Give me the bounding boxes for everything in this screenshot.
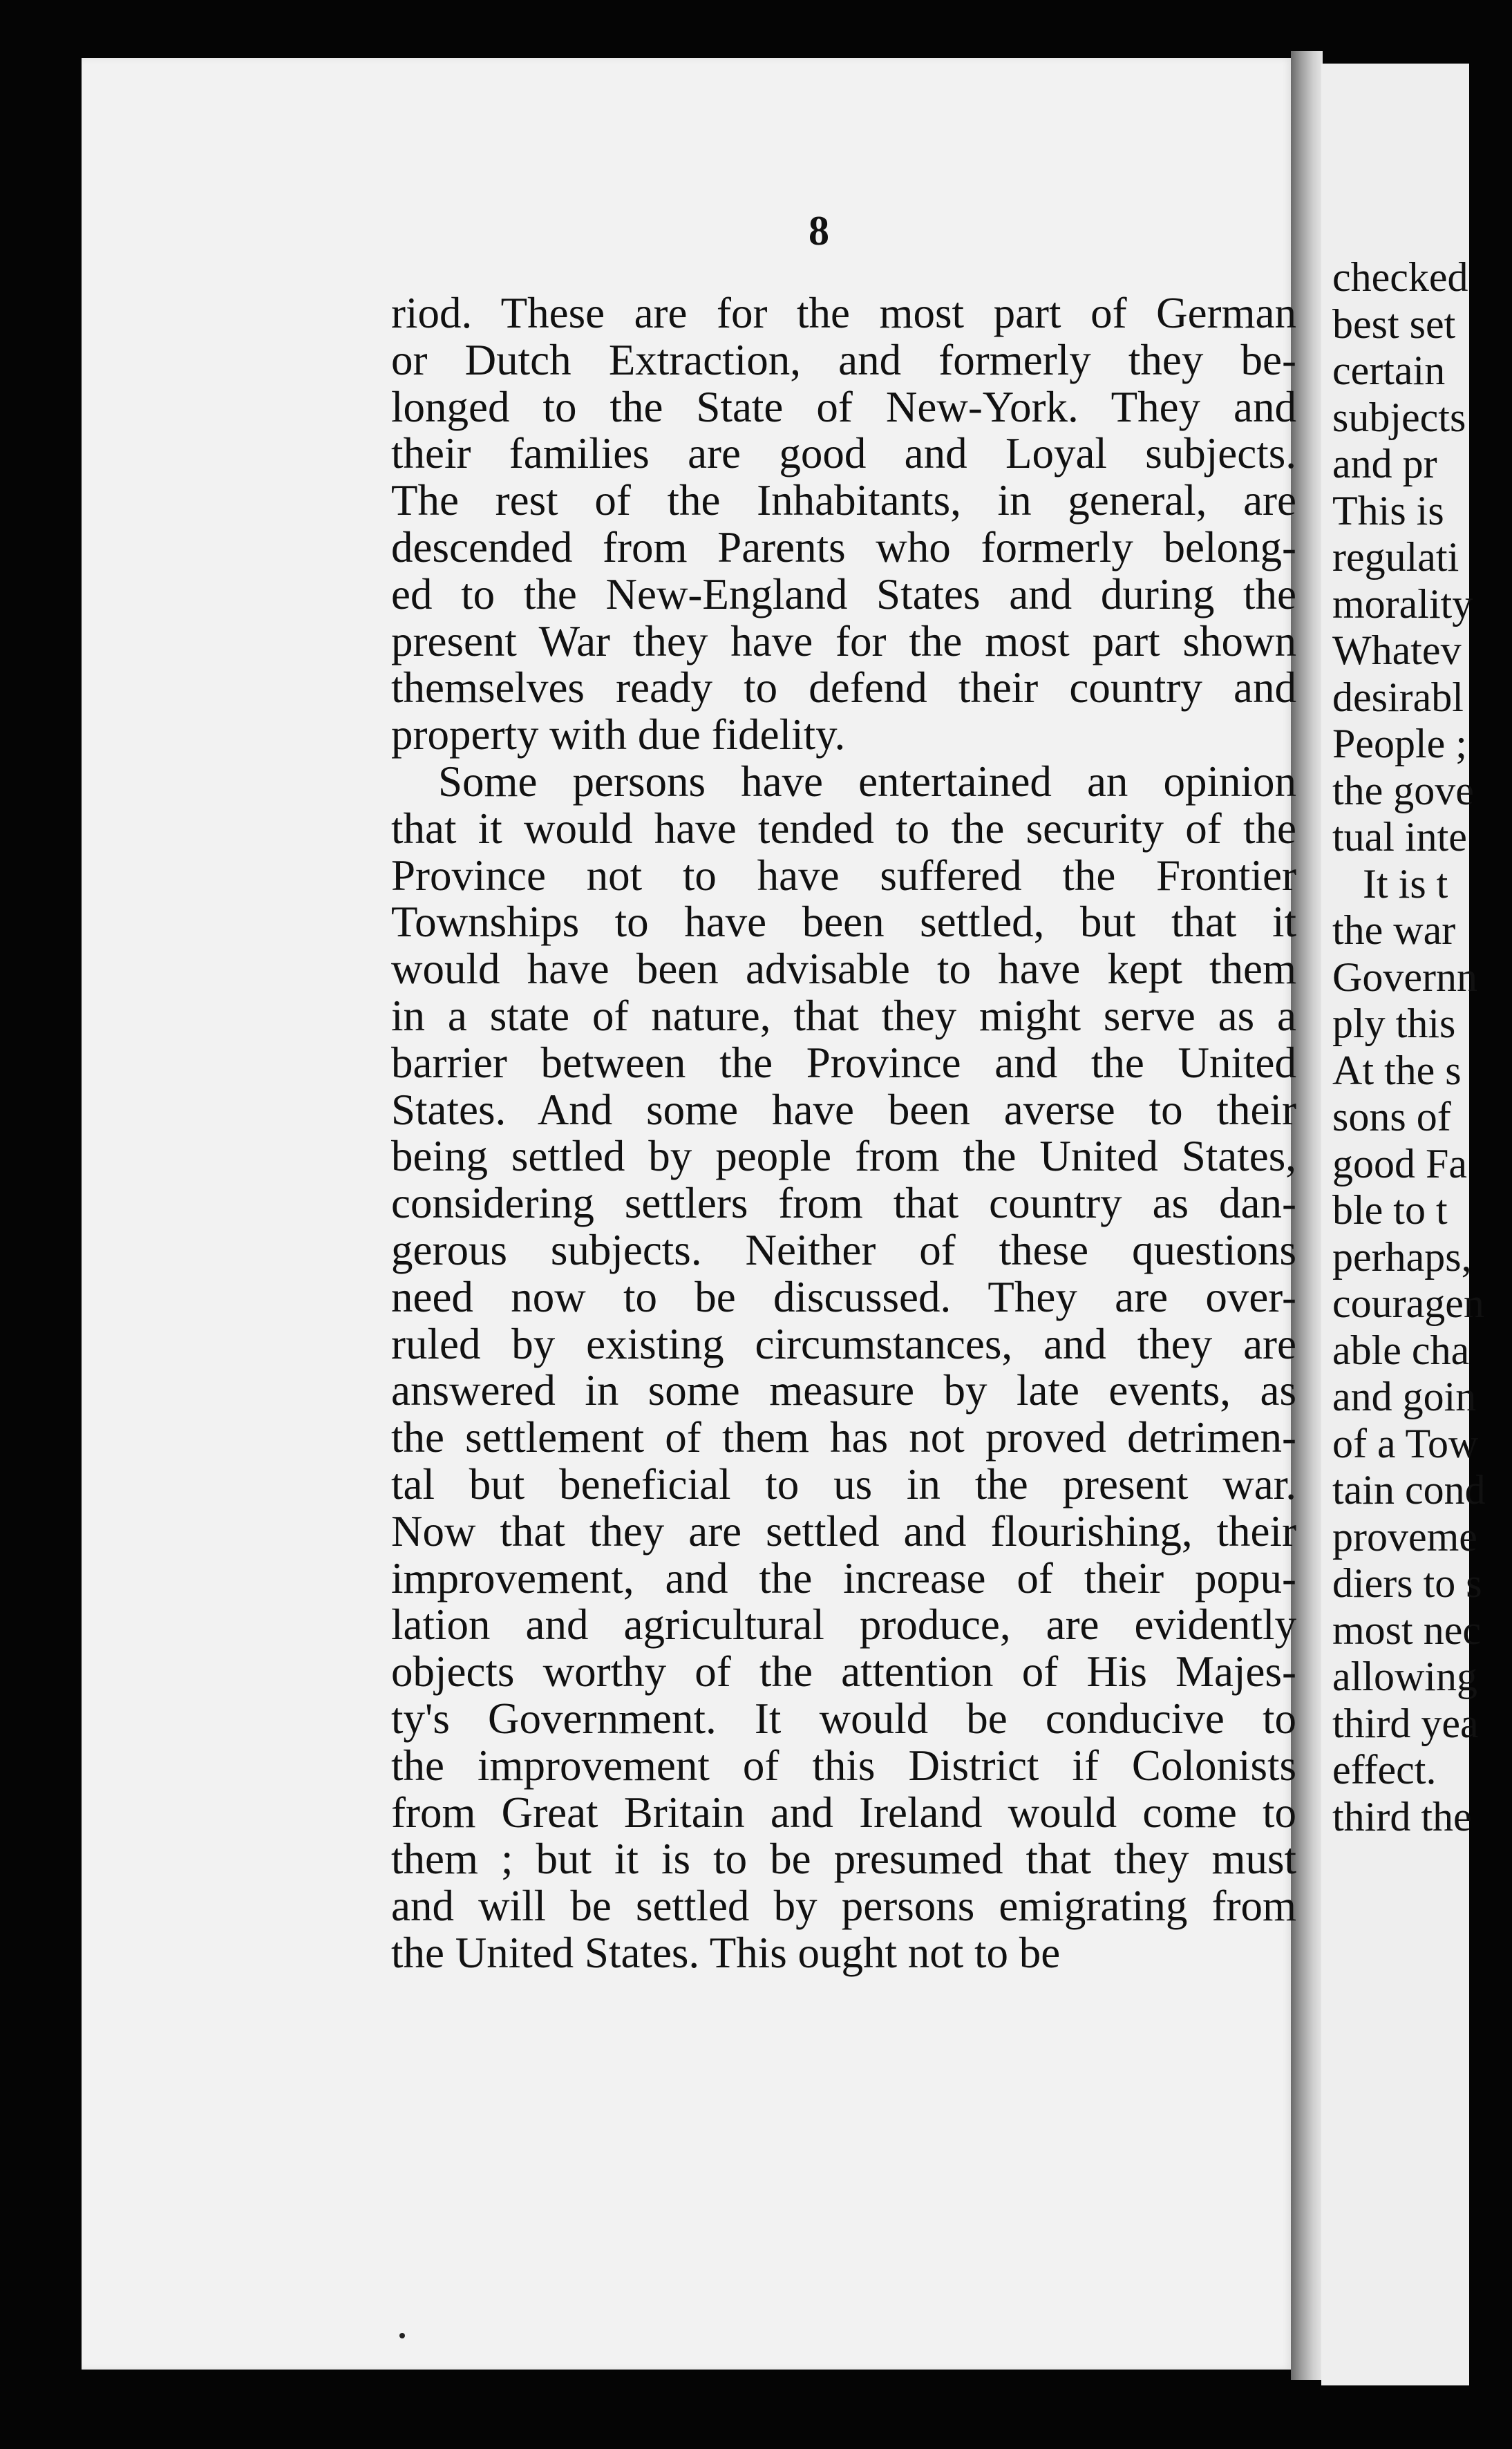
facing-text-line: Governn: [1332, 954, 1477, 1000]
facing-text-line: regulati: [1332, 534, 1459, 580]
text-line: their families are good and Loyal subjects.: [391, 429, 1296, 478]
facing-text-line: perhaps,: [1332, 1233, 1472, 1280]
facing-text-line: allowing: [1332, 1654, 1477, 1699]
text-line: longed to the State of New-York. They and: [391, 382, 1296, 431]
facing-text-line: At the s: [1332, 1047, 1462, 1093]
text-line: tal but beneficial to us in the present war.: [391, 1459, 1296, 1509]
text-line: that it would have tended to the security of the: [391, 804, 1296, 853]
text-line: considering settlers from that country as dan-: [391, 1179, 1296, 1228]
facing-text-line: proveme: [1332, 1513, 1477, 1560]
facing-text-line: diers to s: [1332, 1560, 1482, 1606]
facing-text-line: and goin: [1332, 1374, 1477, 1419]
text-line: the improvement of this District if Colonists: [391, 1741, 1296, 1790]
text-line: ruled by existing circumstances, and they are: [391, 1319, 1296, 1368]
facing-text-line: It is t: [1363, 860, 1448, 907]
text-line: Province not to have suffered the Frontier: [391, 851, 1296, 900]
facing-text-line: able cha: [1332, 1327, 1470, 1373]
text-line: the United States. This ought not to be: [391, 1928, 1061, 1977]
facing-text-line: and pr: [1332, 441, 1437, 486]
scan-speck: [399, 2333, 405, 2338]
text-line: gerous subjects. Neither of these questions: [391, 1225, 1296, 1274]
facing-text-line: good Fa: [1332, 1140, 1467, 1186]
facing-text-line: the gove: [1332, 767, 1474, 813]
facing-text-line: Whatev: [1332, 627, 1462, 673]
text-line: ed to the New-England States and during the: [391, 569, 1296, 618]
facing-text-line: the war: [1332, 907, 1456, 953]
facing-text-line: tain cond: [1332, 1467, 1486, 1513]
text-line: them ; but it is to be presumed that they must: [391, 1835, 1296, 1884]
main-text-block: [391, 290, 1296, 1977]
facing-text-line: People ;: [1332, 721, 1467, 766]
facing-text-line: couragen: [1332, 1280, 1484, 1326]
text-line: in a state of nature, that they might serve as a: [391, 991, 1296, 1040]
page-number: 8: [809, 208, 829, 254]
facing-text-line: desirabl: [1332, 674, 1464, 720]
facing-text-line: effect.: [1332, 1747, 1437, 1793]
facing-text-line: third yea: [1332, 1700, 1479, 1746]
text-line: being settled by people from the United States,: [391, 1132, 1296, 1181]
facing-text-line: ble to t: [1332, 1187, 1448, 1233]
text-line: objects worthy of the attention of His Majes-: [391, 1647, 1296, 1696]
facing-text-line: best set: [1332, 301, 1456, 347]
facing-text-line: most nec: [1332, 1607, 1481, 1653]
facing-text-line: morality: [1332, 580, 1473, 627]
text-line: would have been advisable to have kept them: [391, 945, 1296, 994]
text-line: States. And some have been averse to their: [391, 1085, 1296, 1134]
text-line: from Great Britain and Ireland would come to: [391, 1788, 1296, 1837]
text-line: present War they have for the most part shown: [391, 616, 1296, 665]
text-line: The rest of the Inhabitants, in general, are: [391, 476, 1296, 525]
text-line: answered in some measure by late events, as: [391, 1366, 1296, 1415]
text-line: property with due fidelity.: [391, 710, 846, 759]
facing-text-line: third the: [1332, 1793, 1472, 1840]
text-line: riod. These are for the most part of German: [391, 289, 1296, 337]
text-line: Townships to have been settled, but that it: [391, 898, 1296, 947]
text-line: and will be settled by persons emigrating from: [391, 1882, 1296, 1931]
facing-text-line: of a Tow: [1332, 1420, 1479, 1466]
text-line: lation and agricultural produce, are evidently: [391, 1600, 1296, 1649]
text-line: themselves ready to defend their country and: [391, 663, 1296, 712]
text-line: ty's Government. It would be conducive to: [391, 1694, 1296, 1743]
facing-page-text: [1332, 254, 1512, 1840]
facing-text-line: checked: [1332, 254, 1468, 300]
text-line: need now to be discussed. They are over-: [391, 1272, 1296, 1321]
facing-text-line: sons of: [1332, 1094, 1451, 1140]
text-line: improvement, and the increase of their popu-: [391, 1553, 1296, 1602]
text-line: barrier between the Province and the United: [391, 1038, 1296, 1087]
facing-text-line: tual inte: [1332, 814, 1467, 860]
facing-text-line: ply this: [1332, 1001, 1456, 1046]
text-line: Now that they are settled and flourishing, their: [391, 1506, 1296, 1556]
facing-text-line: certain: [1332, 348, 1446, 393]
text-line: the settlement of them has not proved detrimen-: [391, 1413, 1296, 1462]
text-line: descended from Parents who formerly belong-: [391, 522, 1296, 571]
facing-text-line: subjects: [1332, 394, 1466, 440]
text-line: Some persons have entertained an opinion: [438, 757, 1296, 806]
facing-text-line: This is: [1332, 487, 1444, 533]
text-line: or Dutch Extraction, and formerly they be-: [391, 335, 1296, 384]
